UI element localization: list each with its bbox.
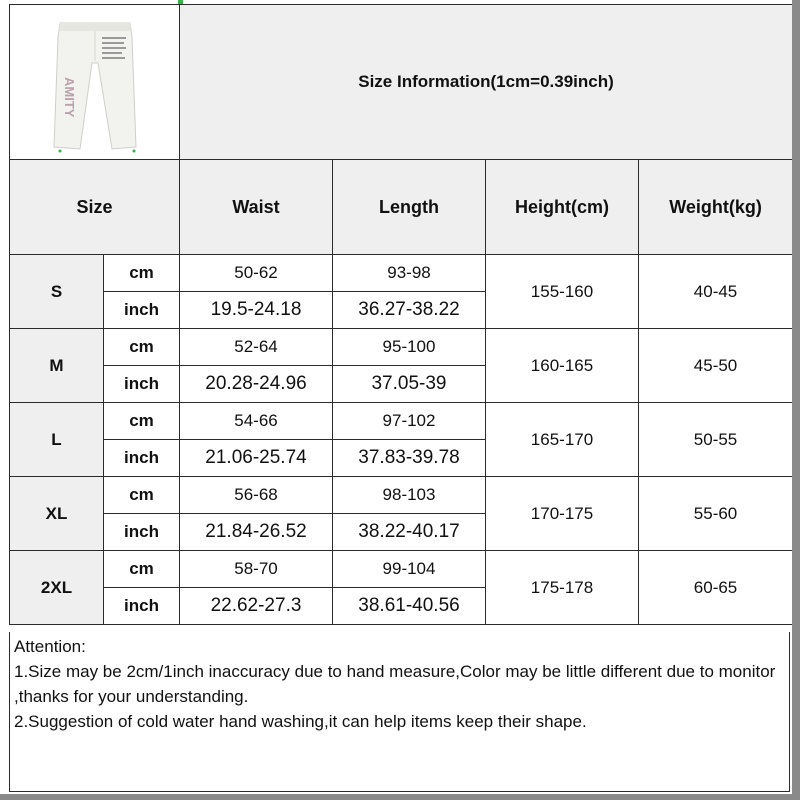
- waist-inch: 19.5-24.18: [180, 292, 333, 329]
- length-inch: 37.83-39.78: [333, 440, 486, 477]
- weight-range: 55-60: [639, 477, 793, 551]
- notes-line-1: 1.Size may be 2cm/1inch inaccuracy due to hand measure,Color may be little different due to monitor ,thanks for your understanding.: [14, 662, 776, 706]
- weight-range: 40-45: [639, 255, 793, 329]
- size-label: 2XL: [10, 551, 104, 625]
- length-inch: 36.27-38.22: [333, 292, 486, 329]
- waist-cm: 58-70: [180, 551, 333, 588]
- height-range: 160-165: [486, 329, 639, 403]
- length-inch: 38.22-40.17: [333, 514, 486, 551]
- height-range: 165-170: [486, 403, 639, 477]
- svg-text:AMITY: AMITY: [62, 77, 77, 118]
- size-table: [9, 4, 793, 625]
- weight-range: 45-50: [639, 329, 793, 403]
- waist-cm: 56-68: [180, 477, 333, 514]
- unit-inch: inch: [104, 440, 180, 477]
- right-shadow: [792, 0, 800, 800]
- header-weight: Weight(kg): [639, 160, 793, 255]
- unit-cm: cm: [104, 551, 180, 588]
- notes-heading: Attention:: [14, 637, 86, 656]
- length-cm: 93-98: [333, 255, 486, 292]
- unit-inch: inch: [104, 366, 180, 403]
- size-label: XL: [10, 477, 104, 551]
- attention-notes: [9, 632, 790, 792]
- length-cm: 98-103: [333, 477, 486, 514]
- size-label: L: [10, 403, 104, 477]
- waist-cm: 52-64: [180, 329, 333, 366]
- height-range: 170-175: [486, 477, 639, 551]
- waist-cm: 54-66: [180, 403, 333, 440]
- header-height: Height(cm): [486, 160, 639, 255]
- notes-line-2: 2.Suggestion of cold water hand washing,it can help items keep their shape.: [14, 712, 587, 731]
- header-size: Size: [10, 160, 180, 255]
- height-range: 155-160: [486, 255, 639, 329]
- weight-range: 50-55: [639, 403, 793, 477]
- unit-inch: inch: [104, 588, 180, 625]
- product-image: [10, 5, 180, 160]
- waist-inch: 21.06-25.74: [180, 440, 333, 477]
- length-inch: 37.05-39: [333, 366, 486, 403]
- length-cm: 99-104: [333, 551, 486, 588]
- unit-cm: cm: [104, 477, 180, 514]
- height-range: 175-178: [486, 551, 639, 625]
- header-length: Length: [333, 160, 486, 255]
- size-label: S: [10, 255, 104, 329]
- length-cm: 97-102: [333, 403, 486, 440]
- size-label: M: [10, 329, 104, 403]
- waist-cm: 50-62: [180, 255, 333, 292]
- waist-inch: 21.84-26.52: [180, 514, 333, 551]
- unit-inch: inch: [104, 292, 180, 329]
- page-title: Size Information(1cm=0.39inch): [180, 5, 793, 160]
- length-inch: 38.61-40.56: [333, 588, 486, 625]
- unit-inch: inch: [104, 514, 180, 551]
- unit-cm: cm: [104, 403, 180, 440]
- waist-inch: 22.62-27.3: [180, 588, 333, 625]
- waist-inch: 20.28-24.96: [180, 366, 333, 403]
- bottom-shadow: [0, 794, 800, 800]
- header-waist: Waist: [180, 160, 333, 255]
- weight-range: 60-65: [639, 551, 793, 625]
- unit-cm: cm: [104, 255, 180, 292]
- length-cm: 95-100: [333, 329, 486, 366]
- pants-icon: [40, 15, 150, 155]
- unit-cm: cm: [104, 329, 180, 366]
